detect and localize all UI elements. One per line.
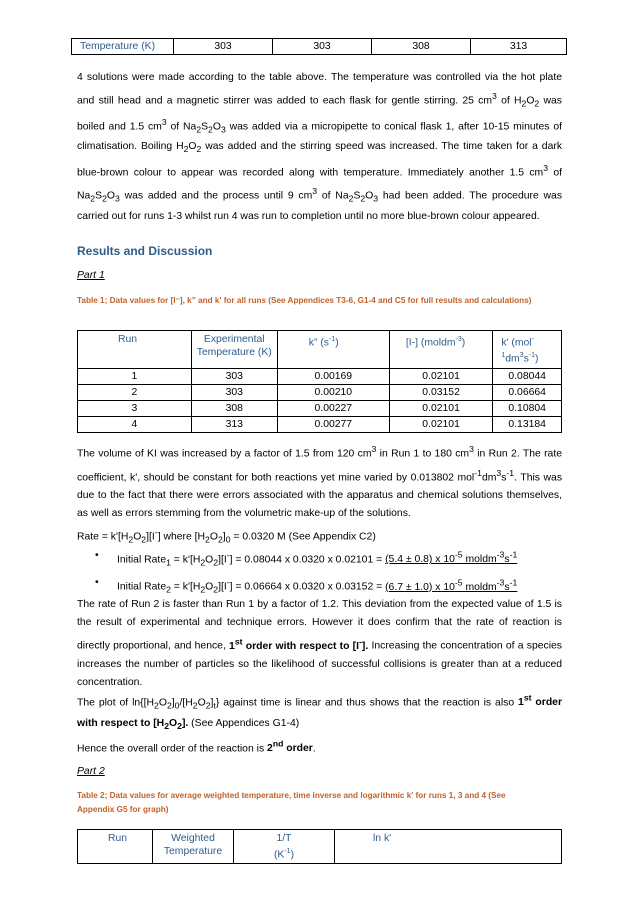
method-paragraph: 4 solutions were made according to the table above. The temperature was controlled via the hot plate and still head and a magnetic stirrer was added to each flask for gentle stirring. 25 $cm^3$ of $H_2O_2$ was boiled and 1.5 $cm^3$ of $Na_2S_2O_3$ was added via a micropipette to conical flask 1, after 10-15 minutes of climatisation. Boiling $H_2O_2$ was added and the stirring speed was increased. The time taken for a dark blue-brown colour to appear was recorded along with temperature. Immediately another 1.5 $cm^3$ of $Na_2S_2O_3$ was added and the process until 9 $cm^3$ of $Na_2S_2O_3$ had been added. The procedure was carried out for runs 1-3 whilst run 4 was run to completion until no more blue-brown colour appeared.	[77, 72, 563, 222]
results-table-2	[77, 829, 562, 864]
table-row: 1 303 0.00169 0.02101 0.08044	[78, 368, 562, 384]
part-1-label: Part 1	[77, 270, 105, 281]
header-iodide-concentration: [I-] (moldm$^{-3}$)	[389, 331, 492, 369]
results-table-1	[77, 330, 562, 433]
table-header-row	[78, 331, 562, 369]
header-weighted-temperature: Weighted Temperature	[153, 830, 234, 864]
header-ln-k: ln k'	[335, 830, 562, 864]
table-1-caption: Table 1; Data values for [I⁻], k” and k' for all runs (See Appendices T3-6, G1-4 and C5 for full results and calculations)	[77, 296, 532, 305]
table-row: 3 308 0.00227 0.02101 0.10804	[78, 400, 562, 416]
table-row	[72, 39, 567, 55]
part-2-label: Part 2	[77, 766, 105, 777]
list-item: • Initial Rate$_2$ = $k'[H_2O_2][I^-] = 0.06664$ x 0.0320 x 0.03152 = (6.7 ± 1.0) x $10^{-5}$ $moldm^{-3}s^{-1}$	[95, 573, 517, 600]
initial-rate-list	[95, 546, 517, 600]
temperature-value: 303	[174, 39, 273, 55]
table-header-row	[78, 830, 562, 864]
discussion-paragraph-2: The rate of Run 2 is faster than Run 1 by a factor of 1.2. This deviation from the expected value of 1.5 is the result of experimental and technique errors. However it does confirm that the rate of reaction is directly proportional, and hence, 1st order with respect to [I-]. Increasing the concentration of a species increases the number of particles so the likelihood of successful collisions is greater than at a reduced concentration.	[77, 599, 563, 688]
table-2-caption: Table 2; Data values for average weighted temperature, time inverse and logarithmic k' for runs 1, 3 and 4 (See Appendix G5 for graph)	[77, 791, 506, 814]
results-heading: Results and Discussion	[77, 244, 213, 258]
header-inverse-temperature: 1/T $(K^{-1})$	[234, 830, 335, 864]
temperature-label: Temperature (K)	[72, 39, 174, 55]
header-run: Run	[78, 830, 153, 864]
discussion-paragraph-1: The volume of KI was increased by a factor of 1.5 from 120 $cm^3$ in Run 1 to 180 $cm^3$ in Run 2. The rate coefficient, k', should be constant for both reactions yet mine varied by 0.013802 $mol^{-1}dm^3s^{-1}$. This was due to the fact that there were errors associated with the apparatus and chemical solutions themselves, as well as errors stemming from the volumetric make-up of the solutions.	[77, 444, 563, 520]
rate-equation: Rate = $k'[H_2O_2][I^-]$ where $[H_2O_2]_0 = 0.0320$ M (See Appendix C2)	[77, 527, 376, 545]
header-temperature: Experimental Temperature (K)	[191, 331, 277, 369]
temperature-value: 303	[273, 39, 372, 55]
header-k-double-prime: k” $(s^{-1})$	[277, 331, 389, 369]
temperature-value: 308	[372, 39, 471, 55]
overall-order: Hence the overall order of the reaction is 2nd order.	[77, 739, 316, 755]
discussion-paragraph-3: The plot of $\ln\{[H_2O_2]_0/[H_2O_2]_t\}$ against time is linear and thus shows that the reaction is also 1st order with respect to $[H_2O_2]$. (See Appendices G1-4)	[77, 693, 562, 731]
header-k-prime: k' $(mol^{-1}dm^3s^{-1})$	[493, 331, 562, 369]
list-item: • Initial Rate$_1$ = $k'[H_2O_2][I^-] = 0.08044$ x 0.0320 x 0.02101 = (5.4 ± 0.8) x $10^{-5}$ $moldm^{-3}s^{-1}$	[95, 546, 517, 573]
temperature-value: 313	[471, 39, 567, 55]
temperature-table	[71, 38, 567, 55]
header-run: Run	[78, 331, 192, 369]
table-row: 2 303 0.00210 0.03152 0.06664	[78, 384, 562, 400]
table-row: 4 313 0.00277 0.02101 0.13184	[78, 416, 562, 432]
